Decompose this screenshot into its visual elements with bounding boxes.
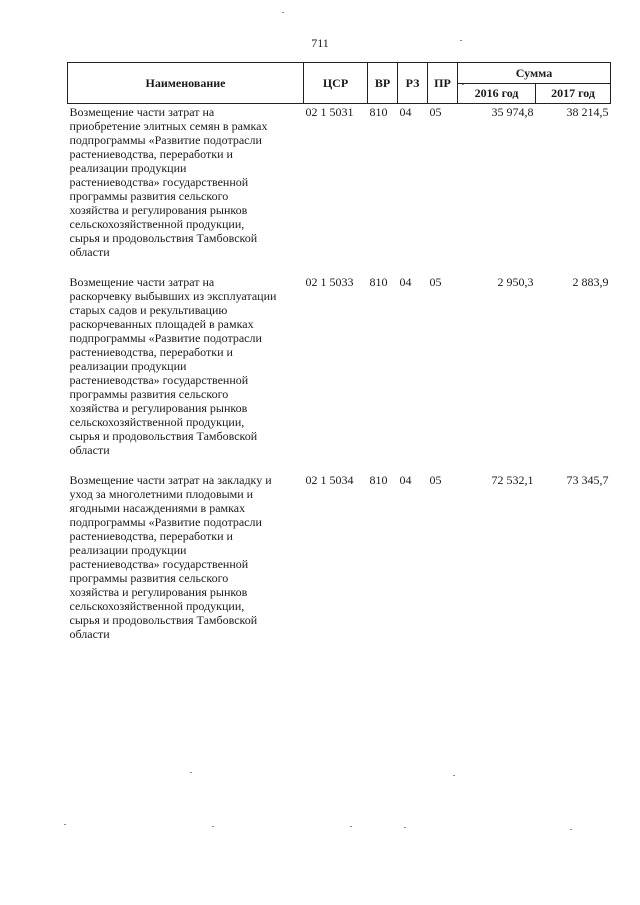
page-number: 711 [311, 36, 329, 50]
row-sum-2017: 2 883,9 [572, 275, 609, 289]
row-sum-2016: 2 950,3 [497, 275, 534, 289]
budget-table [67, 62, 611, 656]
row-vr: 810 [369, 473, 388, 487]
row-csr: 02 1 5034 [305, 473, 354, 487]
header-sum: Сумма [458, 63, 611, 84]
header-rz: РЗ [398, 63, 428, 104]
row-csr: 02 1 5033 [305, 275, 354, 289]
row-sum-2016: 72 532,1 [491, 473, 534, 487]
row-pr: 05 [429, 275, 442, 289]
header-vr: ВР [368, 63, 398, 104]
row-rz: 04 [399, 275, 412, 289]
row-pr: 05 [429, 473, 442, 487]
row-pr: 05 [429, 105, 442, 119]
row-name: Возмещение части затрат на приобретение элитных семян в рамках подпрограммы «Развитие подотрасли растениеводства, переработки и реализации продукции растениеводства» государственной программы развития сельского хозяйства и регулирования рынков сельскохозяйственной продукции, сырья и продовольствия Тамбовской области [69, 105, 268, 259]
row-rz: 04 [399, 473, 412, 487]
header-pr: ПР [428, 63, 458, 104]
row-name: Возмещение части затрат на закладку и уход за многолетними плодовыми и ягодными насаждениями в рамках подпрограммы «Развитие подотрасли растениеводства, переработки и реализации продукции растениеводства» государственной программы развития сельского хозяйства и регулирования рынков сельскохозяйственной продукции, сырья и продовольствия Тамбовской области [69, 473, 272, 641]
row-name: Возмещение части затрат на раскорчевку выбывших из эксплуатации старых садов и рекультивацию раскорчеванных площадей в рамках подпрограммы «Развитие подотрасли растениеводства, переработки и реализации продукции растениеводства» государственной программы развития сельского хозяйства и регулирования рынков сельскохозяйственной продукции, сырья и продовольствия Тамбовской области [69, 275, 277, 457]
scan-speck [64, 824, 66, 825]
header-year-2016: 2016 год [458, 83, 536, 104]
scan-speck [350, 826, 352, 827]
scan-speck [282, 12, 284, 13]
table-row [68, 274, 611, 472]
row-sum-2017: 73 345,7 [566, 473, 609, 487]
scan-speck [460, 40, 462, 41]
row-rz: 04 [399, 105, 412, 119]
scan-speck [570, 829, 572, 830]
row-sum-2017: 38 214,5 [566, 105, 609, 119]
table-row [68, 104, 611, 275]
header-csr: ЦСР [304, 63, 368, 104]
header-name: Наименование [68, 63, 304, 104]
scan-speck [212, 826, 214, 827]
table-row [68, 472, 611, 656]
row-csr: 02 1 5031 [305, 105, 354, 119]
header-year-2017: 2017 год [536, 83, 611, 104]
scan-speck [462, 84, 464, 85]
scan-speck [190, 772, 192, 773]
row-vr: 810 [369, 105, 388, 119]
scan-speck [453, 775, 455, 776]
row-sum-2016: 35 974,8 [491, 105, 534, 119]
row-vr: 810 [369, 275, 388, 289]
scan-speck [404, 827, 406, 828]
